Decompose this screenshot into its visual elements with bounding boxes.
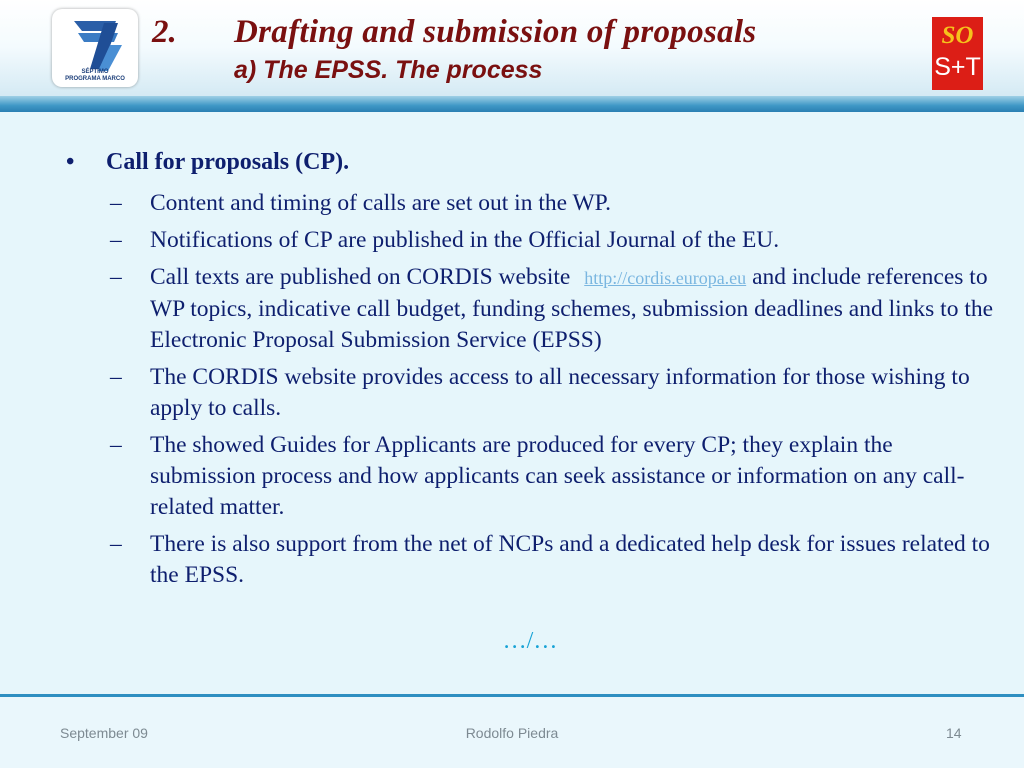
dash-icon: –	[110, 264, 122, 290]
sub-bullet-item	[110, 225, 1000, 256]
sub-bullet-item	[110, 262, 1000, 356]
sub-bullet-text: The showed Guides for Applicants are produced for every CP; they explain the submission process and how applicants can seek assistance or information on any call-related matter.	[150, 432, 965, 520]
bullet-icon: •	[66, 149, 75, 175]
continuation-marker: …/…	[502, 628, 558, 654]
fp7-caption-line2: PROGRAMA MARCO	[65, 76, 125, 82]
sub-bullet-text: There is also support from the net of NCPs and a dedicated help desk for issues related to the EPSS.	[150, 531, 990, 588]
bullet-heading-text: Call for proposals (CP).	[106, 149, 350, 175]
page-subtitle: a) The EPSS. The process	[234, 56, 543, 84]
sost-logo	[932, 17, 983, 90]
dash-icon: –	[110, 364, 122, 390]
title-number: 2.	[152, 14, 177, 50]
sub-bullet-text-continued: and include references to WP topics, indicative call budget, funding schemes, submission deadlines and links to the Electronic Proposal Submission Service (EPSS)	[150, 264, 994, 353]
sub-bullet-item	[110, 362, 1000, 424]
footer-author: Rodolfo Piedra	[465, 725, 559, 741]
header-stripe	[0, 96, 1024, 112]
sub-bullet-item	[110, 529, 1000, 591]
dash-icon: –	[110, 227, 122, 253]
sost-logo-bottom: S+T	[934, 53, 981, 81]
sost-logo-top: SO	[941, 22, 974, 49]
sub-bullet-item	[110, 188, 1000, 219]
slide-number: 14	[946, 725, 962, 741]
slide-content	[0, 112, 1024, 694]
sub-bullet-text: Notifications of CP are published in the Official Journal of the EU.	[150, 227, 780, 253]
sub-bullet-text: Call texts are published on CORDIS website	[150, 264, 571, 290]
sub-bullet-item	[110, 430, 1000, 523]
fp7-caption-line1: SÉPTIMO	[81, 69, 109, 75]
sub-bullet-text: The CORDIS website provides access to all necessary information for those wishing to apply to calls.	[150, 364, 970, 421]
dash-icon: –	[110, 531, 122, 557]
footer-date: September 09	[60, 725, 148, 741]
cordis-link[interactable]: http://cordis.europa.eu	[584, 268, 747, 288]
slide-header	[0, 0, 1024, 104]
page-title: Drafting and submission of proposals	[234, 14, 757, 50]
fp7-logo	[52, 9, 138, 87]
dash-icon: –	[110, 432, 122, 458]
sub-bullet-list	[110, 188, 1000, 597]
dash-icon: –	[110, 190, 122, 216]
slide-footer	[0, 697, 1024, 768]
sub-bullet-text: Content and timing of calls are set out in the WP.	[150, 190, 612, 216]
